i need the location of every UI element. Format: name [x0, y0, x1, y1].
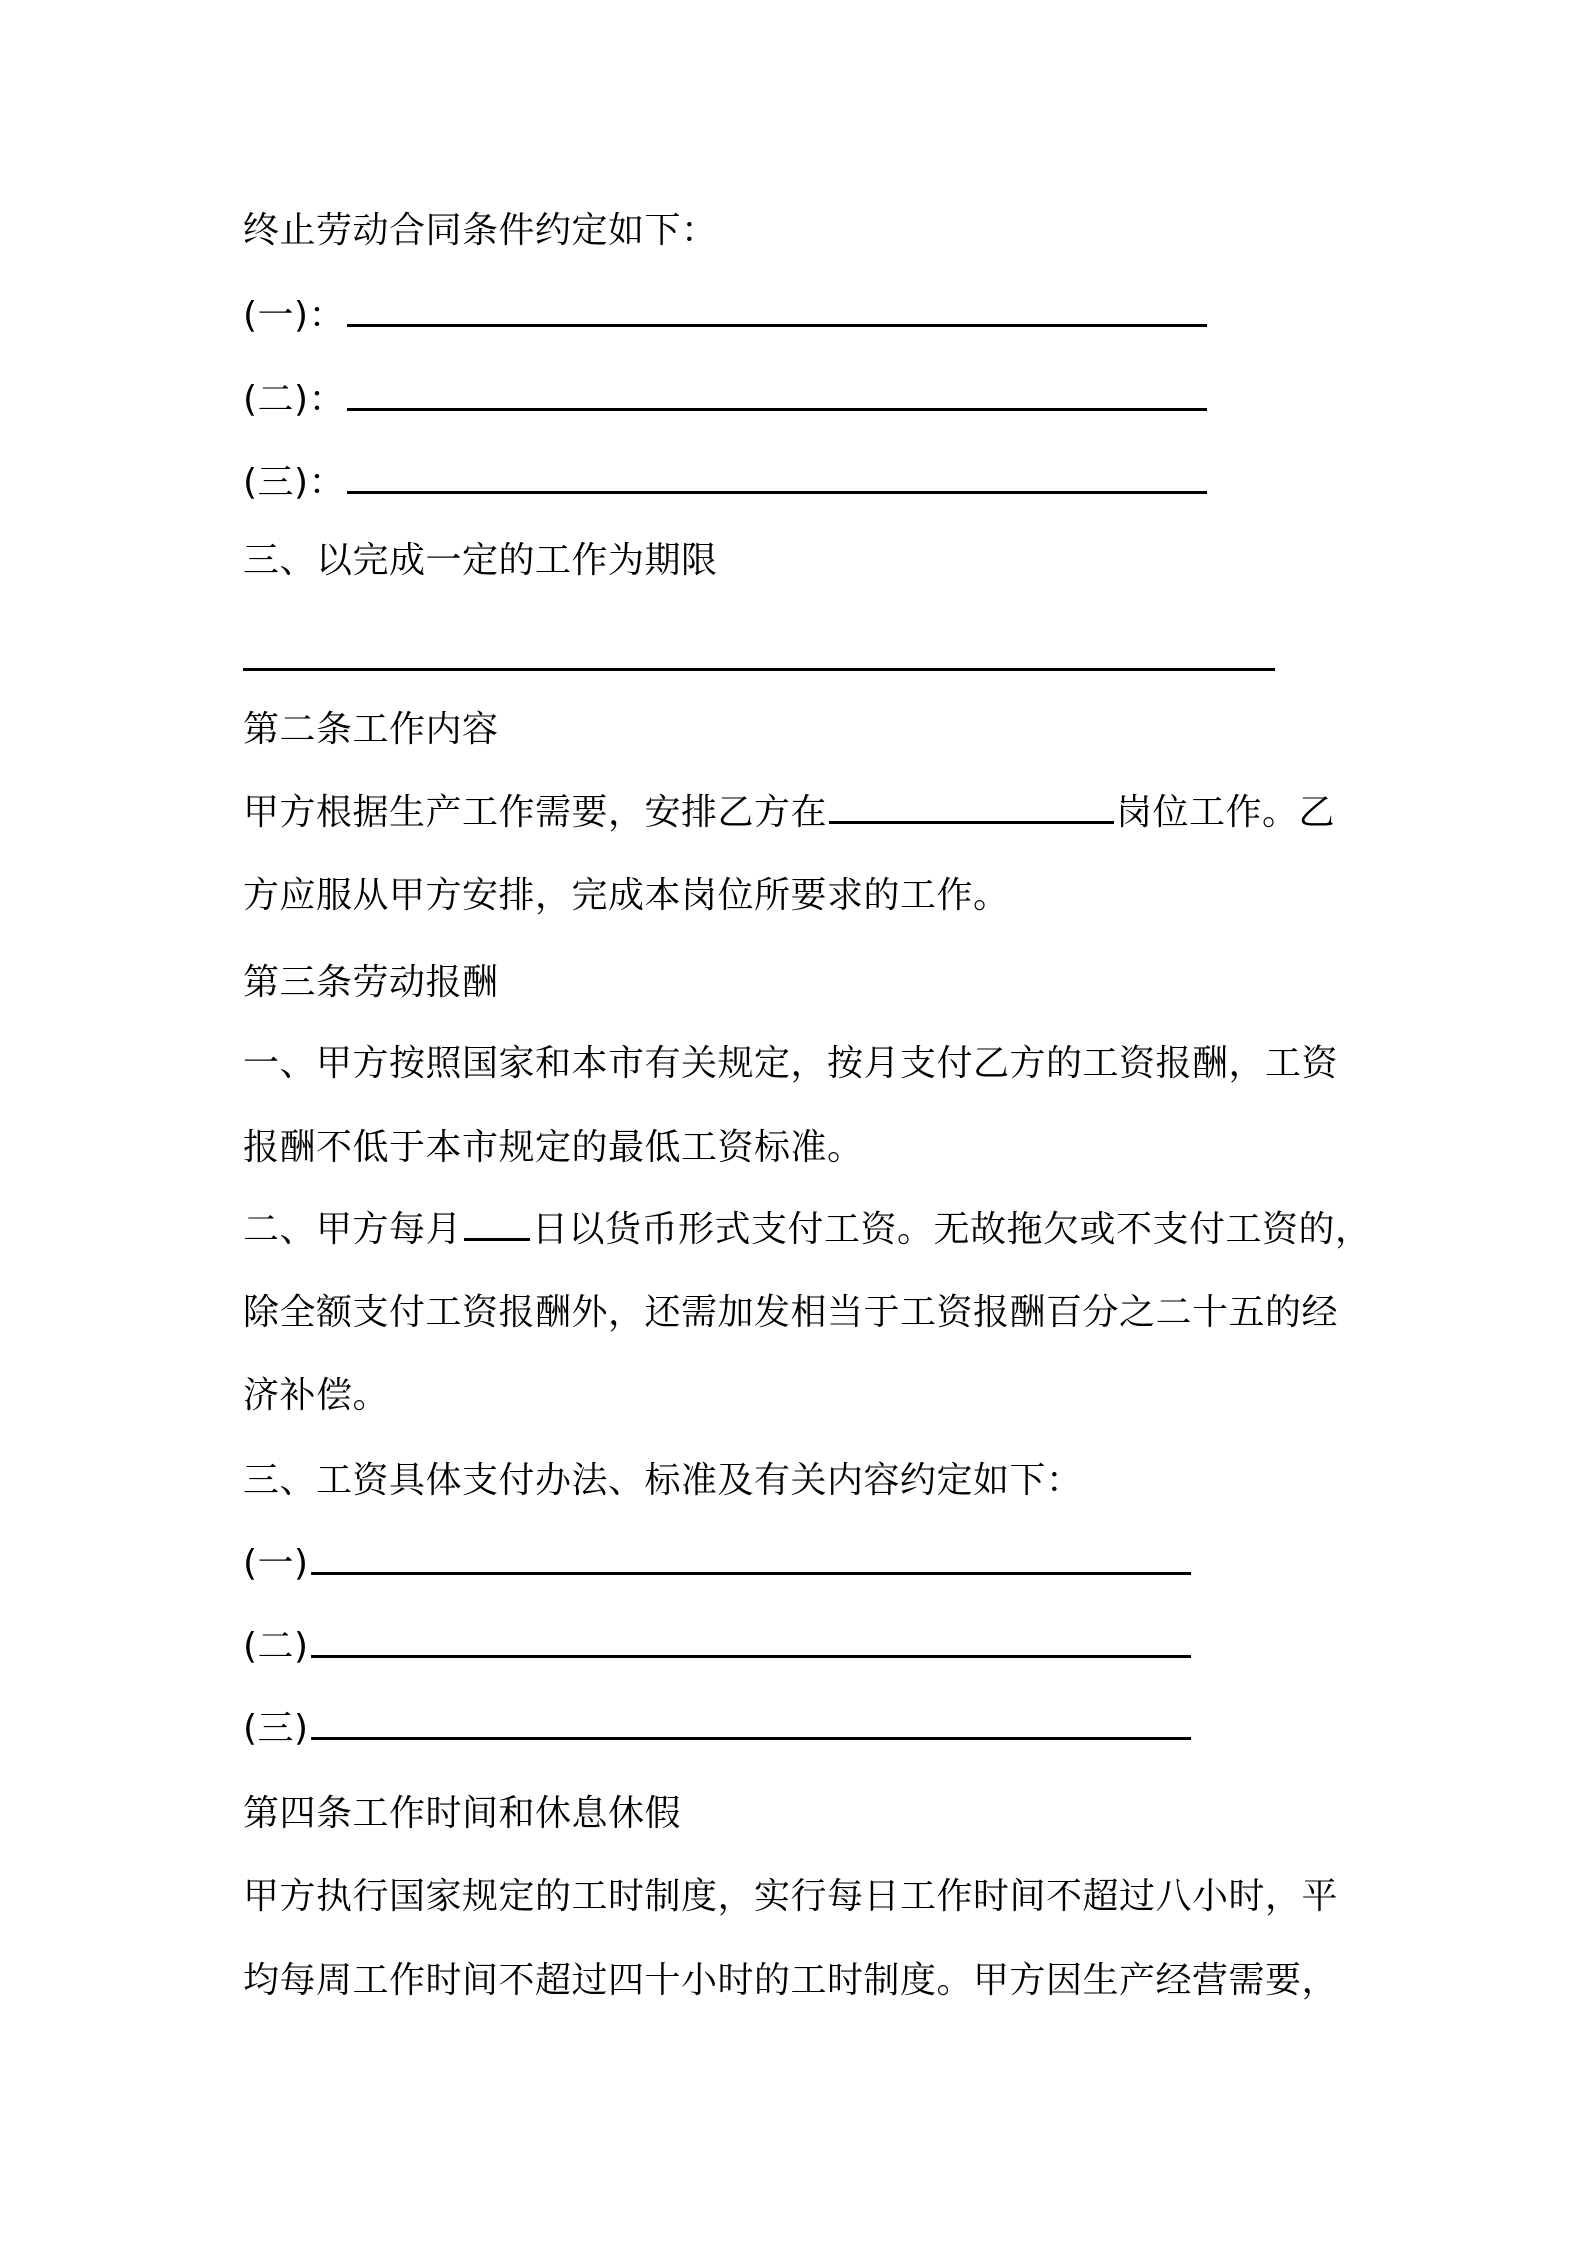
article3-title: 第三条劳动报酬 [243, 962, 499, 1003]
fill-blank[interactable] [311, 1623, 1191, 1658]
section-three-blank[interactable] [243, 668, 1275, 671]
term-item-label: (三)： [243, 462, 346, 503]
fill-blank[interactable] [347, 376, 1207, 411]
article3-p2-line3: 济补偿。 [243, 1375, 390, 1416]
term-item-label: (一)： [243, 295, 346, 336]
article4-line2: 均每周工作时间不超过四十小时的工时制度。甲方因生产经营需要， [243, 1960, 1339, 2001]
article2-text: 岗位工作。乙 [1116, 792, 1336, 833]
pay-item-3 [243, 1705, 1193, 1753]
article2-line1 [243, 789, 1335, 837]
term-item-1 [243, 292, 1209, 340]
pay-item-label: (二) [243, 1626, 309, 1667]
position-blank[interactable] [829, 789, 1114, 824]
article2-title: 第二条工作内容 [243, 709, 499, 750]
fill-blank[interactable] [311, 1540, 1191, 1575]
pay-item-2 [243, 1623, 1193, 1671]
term-item-label: (二)： [243, 379, 346, 420]
fill-blank[interactable] [347, 459, 1207, 494]
article3-text: 日以货币形式支付工资。无故拖欠或不支付工资的， [532, 1209, 1372, 1250]
section-three-title: 三、以完成一定的工作为期限 [243, 540, 718, 581]
article3-text: 二、甲方每月 [243, 1209, 463, 1250]
article4-line1: 甲方执行国家规定的工时制度，实行每日工作时间不超过八小时，平 [243, 1876, 1339, 1917]
term-item-2 [243, 376, 1209, 424]
pay-item-1 [243, 1540, 1193, 1588]
article3-p3: 三、工资具体支付办法、标准及有关内容约定如下： [243, 1460, 1083, 1501]
pay-item-label: (三) [243, 1708, 309, 1749]
article3-p2-line1 [243, 1206, 1372, 1254]
fill-blank[interactable] [347, 292, 1207, 327]
article2-line2: 方应服从甲方安排，完成本岗位所要求的工作。 [243, 875, 1010, 916]
fill-blank[interactable] [311, 1705, 1191, 1740]
article2-text: 甲方根据生产工作需要，安排乙方在 [243, 792, 828, 833]
article3-p1-line2: 报酬不低于本市规定的最低工资标准。 [243, 1127, 864, 1168]
termination-heading: 终止劳动合同条件约定如下： [243, 210, 718, 251]
pay-day-blank[interactable] [464, 1206, 530, 1241]
article4-title: 第四条工作时间和休息休假 [243, 1793, 682, 1834]
term-item-3 [243, 459, 1209, 507]
pay-item-label: (一) [243, 1543, 309, 1584]
article3-p1-line1: 一、甲方按照国家和本市有关规定，按月支付乙方的工资报酬，工资 [243, 1043, 1339, 1084]
article3-p2-line2: 除全额支付工资报酬外，还需加发相当于工资报酬百分之二十五的经 [243, 1292, 1339, 1333]
